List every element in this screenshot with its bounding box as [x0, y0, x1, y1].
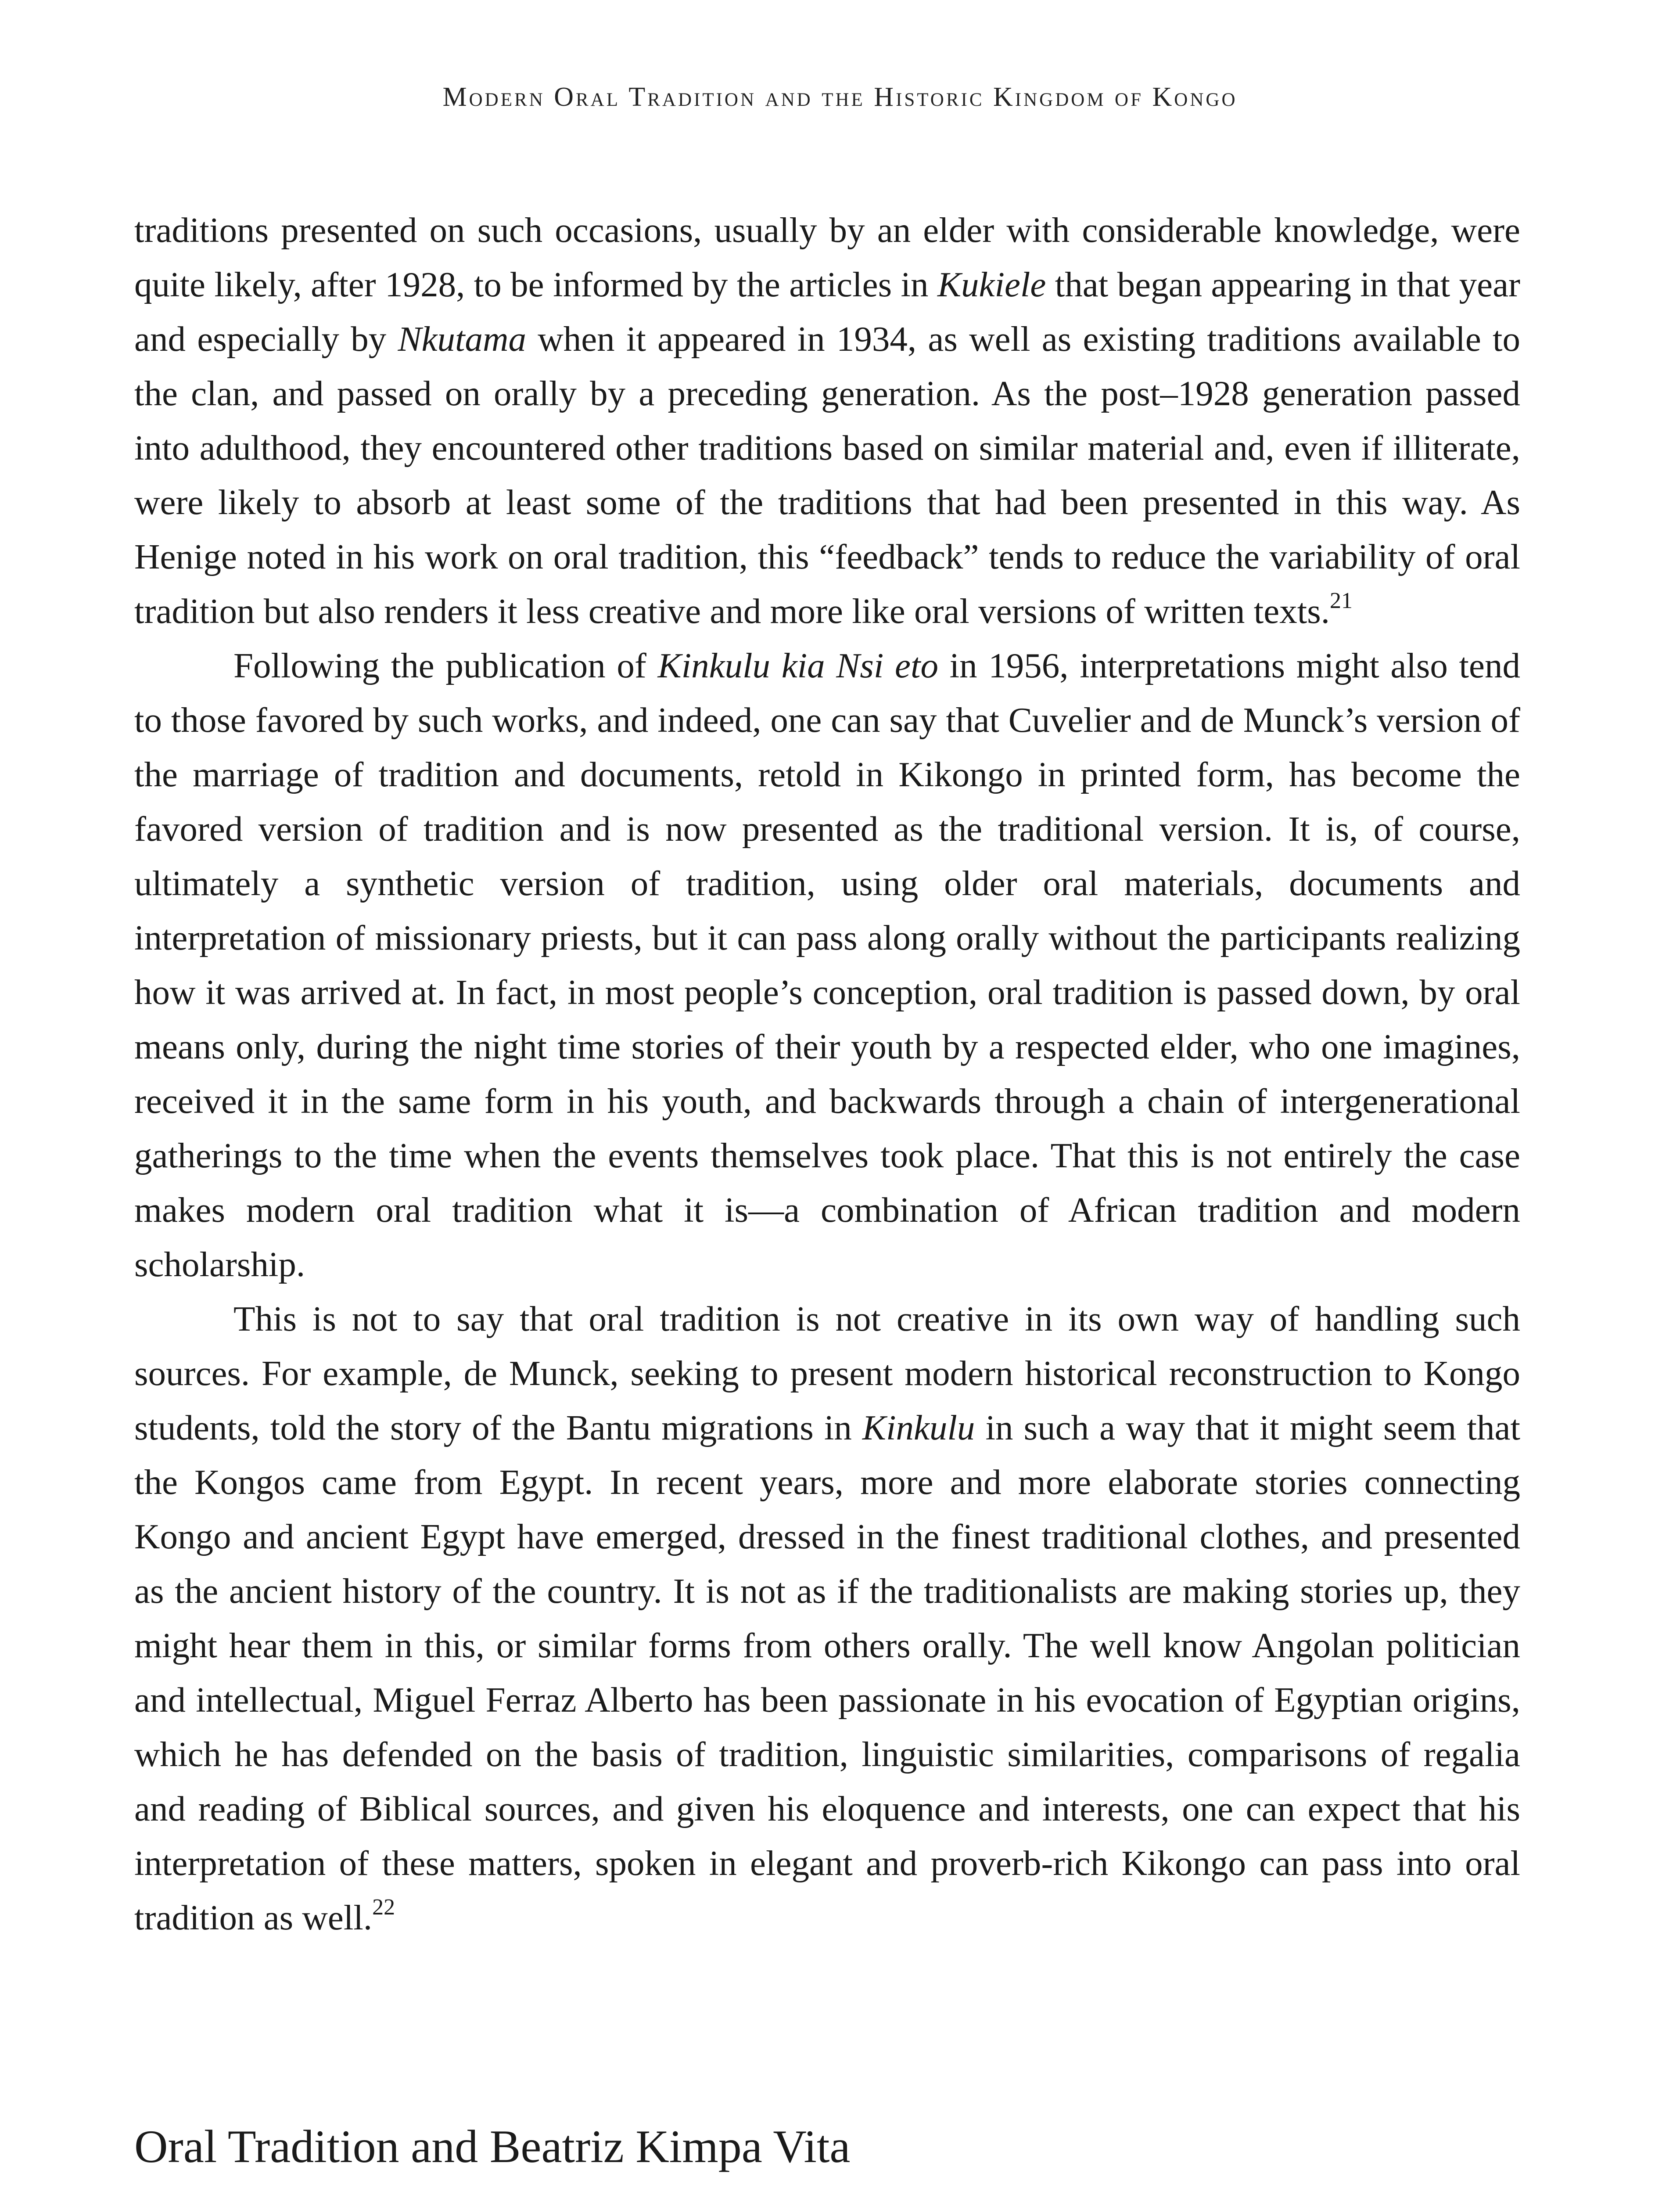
paragraph-1	[134, 203, 1520, 638]
paragraph-1-text-c: when it appeared in 1934, as well as existing traditions available to the clan, and passed on orally by a preceding generation. As the post–1928 generation passed into adulthood, they encountered other traditions based on similar material and, even if illiterate, were likely to absorb at least some of the traditions that had been presented in this way. As Henige noted in his work on oral tradition, this “feedback” tends to reduce the variability of oral tradition but also renders it less creative and more like oral versions of written texts.	[134, 319, 1521, 631]
paragraph-3	[134, 1292, 1520, 1945]
italic-kukiele: Kukiele	[937, 265, 1046, 304]
italic-kinkulu-kia-nsi-eto: Kinkulu kia Nsi eto	[657, 646, 938, 685]
paragraph-2-text-b: in 1956, interpretations might also tend to those favored by such works, and indeed, one can say that Cuvelier and de Munck’s version of the marriage of tradition and documents, retold in Kikongo in printed form, has become the favored version of tradition and is now presented as the traditional version. It is, of course, ultimately a synthetic version of tradition, using older oral materials, documents and interpretation of missionary priests, but it can pass along orally without the participants realizing how it was arrived at. In fact, in most people’s conception, oral tradition is passed down, by oral means only, during the night time stories of their youth by a respected elder, who one imagines, received it in the same form in his youth, and backwards through a chain of intergenerational gatherings to the time when the events themselves took place. That this is not entirely the case makes modern oral tradition what it is—a combination of African tradition and modern scholarship.	[134, 646, 1520, 1284]
body-text	[134, 203, 1520, 1945]
italic-kinkulu: Kinkulu	[862, 1408, 975, 1447]
paragraph-2-text-a: Following the publication of	[233, 646, 658, 685]
footnote-ref-21: 21	[1329, 588, 1353, 613]
italic-nkutama: Nkutama	[398, 319, 526, 359]
section-heading: Oral Tradition and Beatriz Kimpa Vita	[134, 2121, 851, 2172]
paragraph-1-text-a: traditions presented on such occasions, usually by an elder with considerable knowledge, were quite likely, after 1928, to be informed by the articles in	[134, 210, 1520, 304]
paragraph-1-text-b: that began appearing in that year and especially by	[134, 265, 1520, 359]
running-head: Modern Oral Tradition and the Historic Kingdom of Kongo	[442, 82, 1238, 112]
footnote-ref-22: 22	[372, 1895, 395, 1920]
paragraph-3-text-a: This is not to say that oral tradition is not creative in its own way of handling such sources. For example, de Munck, seeking to present modern historical reconstruction to Kongo students, told the story of the Bantu migrations in	[134, 1299, 1520, 1447]
paragraph-3-text-b: in such a way that it might seem that the Kongos came from Egypt. In recent years, more and more elaborate stories connecting Kongo and ancient Egypt have emerged, dressed in the finest traditional clothes, and presented as the ancient history of the country. It is not as if the traditionalists are making stories up, they might hear them in this, or similar forms from others orally. The well know Angolan politician and intellectual, Miguel Ferraz Alberto has been passionate in his evocation of Egyptian origins, which he has defended on the basis of tradition, linguistic similarities, comparisons of regalia and reading of Biblical sources, and given his eloquence and interests, one can expect that his interpretation of these matters, spoken in elegant and proverb-rich Kikongo can pass into oral tradition as well.	[134, 1408, 1520, 1937]
paragraph-2	[134, 638, 1520, 1292]
